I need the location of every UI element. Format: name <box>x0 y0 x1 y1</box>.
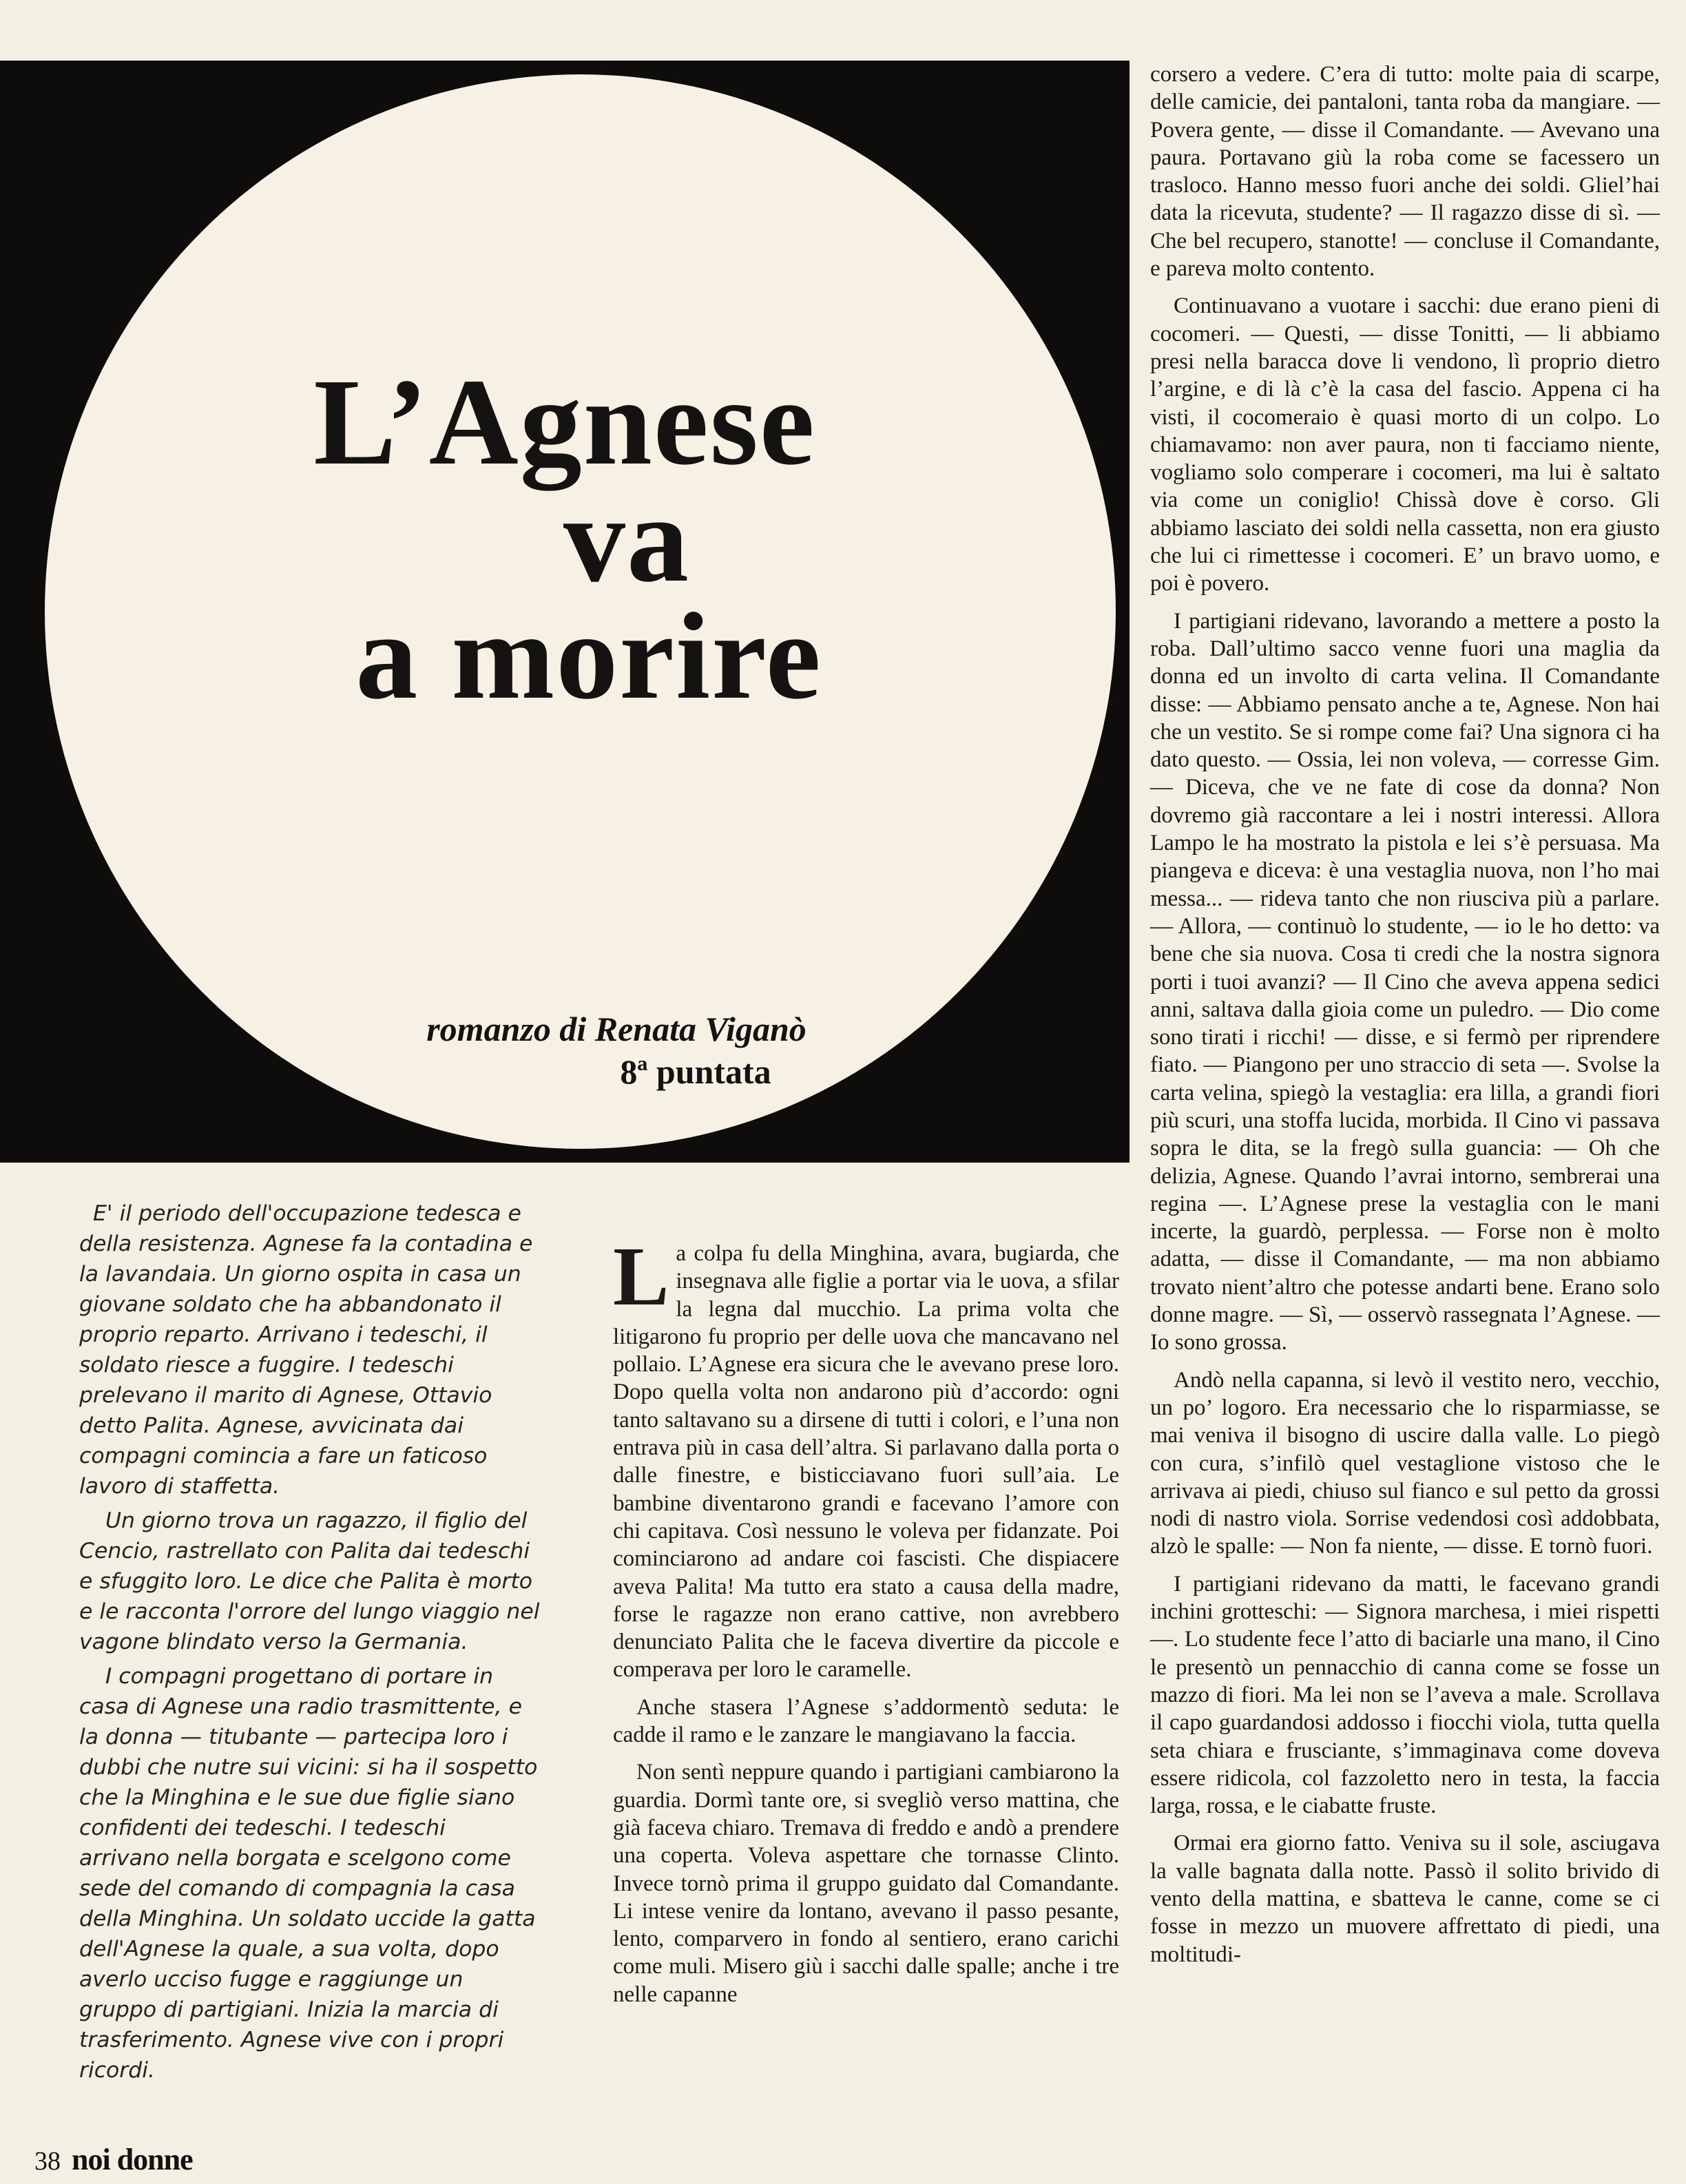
body-paragraph: Anche stasera l’Agnese s’addormentò seduta: le cadde il ramo e le zanzare le mangiavano la faccia. <box>613 1694 1119 1748</box>
body-column-2 <box>613 1230 1119 2018</box>
body-paragraph: Continuavano a vuotare i sacchi: due erano pieni di cocomeri. — Questi, — disse Tonitti, — li abbiamo presi nella baracca dove li vendono, lì proprio dietro l’argine, e di là c’è la casa del fascio. Appena ci ha visti, il cocomeraio è quasi morto di un colpo. Lo chiamavamo: non aver paura, non ti facciamo niente, vogliamo solo comperare i cocomeri, ma lui è saltato via come un coniglio! Chissà dove è corso. Gli abbiamo lasciato dei soldi nella cassetta, non era giusto che lui ci rimettesse i cocomeri. E’ un bravo uomo, e poi è povero. <box>1150 293 1660 596</box>
title-banner <box>0 61 1130 1163</box>
summary-paragraph: Un giorno trova un ragazzo, il figlio del Cencio, rastrellato con Palita dai tedeschi e sfuggito loro. Le dice che Palita è morto e le racconta l'orrore del lungo viaggio nel vagone blindato verso la Germania. <box>79 1508 540 1654</box>
summary-paragraph: E' il periodo dell'occupazione tedesca e della resistenza. Agnese fa la contadina e la lavandaia. Un giorno ospita in casa un giovane soldato che ha abbandonato il proprio reparto. Arrivano i tedeschi, il soldato riesce a fuggire. I tedeschi prelevano il marito di Agnese, Ottavio detto Palita. Agnese, avvicinata dai compagni comincia a fare un faticoso lavoro di staffetta. <box>79 1201 533 1499</box>
body-column-3 <box>1150 61 1660 1978</box>
byline <box>0 1008 1130 1093</box>
page-number: 38 <box>34 2147 61 2176</box>
page-footer <box>34 2142 193 2177</box>
body-paragraph <box>613 1230 1119 1684</box>
body-paragraph: corsero a vedere. C’era di tutto: molte paia di scarpe, delle camicie, dei pantaloni, tanta roba da mangiare. — Povera gente, — disse il Comandante. — Avevano una paura. Portavano giù la roba come se facessero un trasloco. Hanno messo fuori anche dei soldi. Gliel’hai data la ricevuta, studente? — Il ragazzo disse di sì. — Che bel recupero, stanotte! — concluse il Comandante, e pareva molto contento. <box>1150 62 1660 282</box>
title-line-3: a morire <box>355 587 822 725</box>
drop-cap: L <box>613 1230 669 1323</box>
body-paragraph: I partigiani ridevano da matti, le facevano grandi inchini grotteschi: — Signora marchesa, i miei rispetti —. Lo studente fece l’atto di baciarle una mano, il Cino le presentò un pennacchio di canna come se fosse un mazzo di fiori. Ma lei non se l’aveva a male. Scrollava il capo guardandosi addosso i fiocchi viola, tutta quella seta chiara e frusciante, s’immaginava come doveva essere ridicola, col fazzoletto nero in testa, la faccia larga, rossa, e le ciabatte fruste. <box>1150 1571 1660 1819</box>
body-paragraph: Andò nella capanna, si levò il vestito nero, vecchio, un po’ logoro. Era necessario che lo risparmiasse, se mai veniva il bisogno di uscire dalla valle. Lo piegò con cura, s’infilò quel vestaglione vistoso che le arrivava ai piedi, chiuso sul fianco e sul petto da grossi nodi di nastro viola. Sorrise vedendosi così addobbata, alzò le spalle: — Non fa niente, — disse. E tornò fuori. <box>1150 1367 1660 1559</box>
summary-paragraph: I compagni progettano di portare in casa di Agnese una radio trasmittente, e la donna — titubante — partecipa loro i dubbi che nutre sui vicini: si ha il sospetto che la Minghina e le sue due figlie siano confidenti dei tedeschi. I tedeschi arrivano nella borgata e scelgono come sede del comando di compagnia la casa della Minghina. Un soldato uccide la gatta dell'Agnese la quale, a sua volta, dopo averlo ucciso fugge e raggiunge un gruppo di partigiani. Inizia la marcia di trasferimento. Agnese vive con i propri ricordi. <box>79 1664 538 2083</box>
body-paragraph-text: a colpa fu della Minghina, avara, bugiarda, che insegnava alle figlie a portar via le uova, a sfilar la legna dal mucchio. La prima volta che litigarono fu proprio per delle uova che mancavano nel pollaio. L’Agnese era sicura che le avevano prese loro. Dopo quella volta non andarono più d’accordo: ogni tanto saltavano su a dirsene di tutti i colori, e l’una non entrava più in casa dell’altra. Si parlavano dalla porta o dalle finestre, e bisticciavano fuori sull’aia. Le bambine diventarono grandi e facevano l’amore con chi capitava. Così nessuno le voleva per fidanzate. Poi cominciarono ad andare coi fascisti. Che dispiacere aveva Palita! Ma tutto era stato a causa della madre, forse le ragazze non erano cattive, non avrebbero denunciato Palita che le faceva divertire da piccole e comperava per loro le caramelle. <box>613 1241 1119 1683</box>
magazine-logo: noi donne <box>72 2143 193 2176</box>
title-line-1: L’Agnese <box>313 353 816 490</box>
title-line-2: va <box>563 470 690 607</box>
body-paragraph: Ormai era giorno fatto. Veniva su il sole, asciugava la valle bagnata dalla notte. Passò il solito brivido di vento della mattina, e sbatteva le canne, come se ci fosse in mezzo un muovere affrettato di piedi, una moltitudi- <box>1150 1831 1660 1967</box>
article-title <box>0 353 1130 725</box>
author-line: romanzo di Renata Viganò <box>426 1010 806 1048</box>
episode-label: 8ª puntata <box>620 1052 771 1091</box>
body-paragraph: Non sentì neppure quando i partigiani cambiarono la guardia. Dormì tante ore, si svegliò verso mattina, che già faceva chiaro. Tremava di freddo e andò a prendere una coperta. Voleva aspettare che tornasse Clinto. Invece tornò prima il gruppo guidato dal Comandante. Li intese venire da lontano, avevano il passo pesante, lento, comparvero in fondo al sentiero, erano carichi come muli. Misero giù i sacchi dalle spalle; anche i tre nelle capanne <box>613 1760 1119 2007</box>
body-paragraph: I partigiani ridevano, lavorando a mettere a posto la roba. Dall’ultimo sacco venne fuori una maglia da donna ed un involto di carta velina. Il Comandante disse: — Abbiamo pensato anche a te, Agnese. Non hai che un vestito. Se si rompe come fai? Una signora ci ha dato questo. — Ossia, lei non voleva, — corresse Gim. — Diceva, che ve ne fate di cose da donna? Non dovremo già raccontare a lei i nostri interessi. Allora Lampo le ha mostrato la pistola e lei s’è persuasa. Ma piangeva e diceva: è una vestaglia nuova, non l’ho mai messa... — rideva tanto che non riusciva più a parlare. — Allora, — continuò lo studente, — io le ho detto: va bene che sia nuova. Cosa ti credi che la nostra signora porti i tuoi avanzi? — Il Cino che aveva appena sedici anni, saltava dalla gioia come un puledro. — Dio come sono tirati i ricchi! — disse, e si fermò per riprendere fiato. — Piangono per uno straccio di seta —. Svolse la carta velina, spiegò la vestaglia: era lilla, a grandi fiori più scuri, una stoffa lucida, morbida. Il Cino vi passava sopra le dita, se la fregò sulla guancia: — Oh che delizia, Agnese. Quando l’avrai intorno, sembrerai una regina —. L’Agnese prese la vestaglia con le mani incerte, la guardò, perplessa. — Forse non è molto adatta, — disse il Comandante, — ma non abbiamo trovato nient’altro che potesse andarti bene. Erano solo donne magre. — Sì, — osservò rassegnata l’Agnese. — Io sono grossa. <box>1150 608 1660 1355</box>
summary-column <box>79 1198 541 2090</box>
